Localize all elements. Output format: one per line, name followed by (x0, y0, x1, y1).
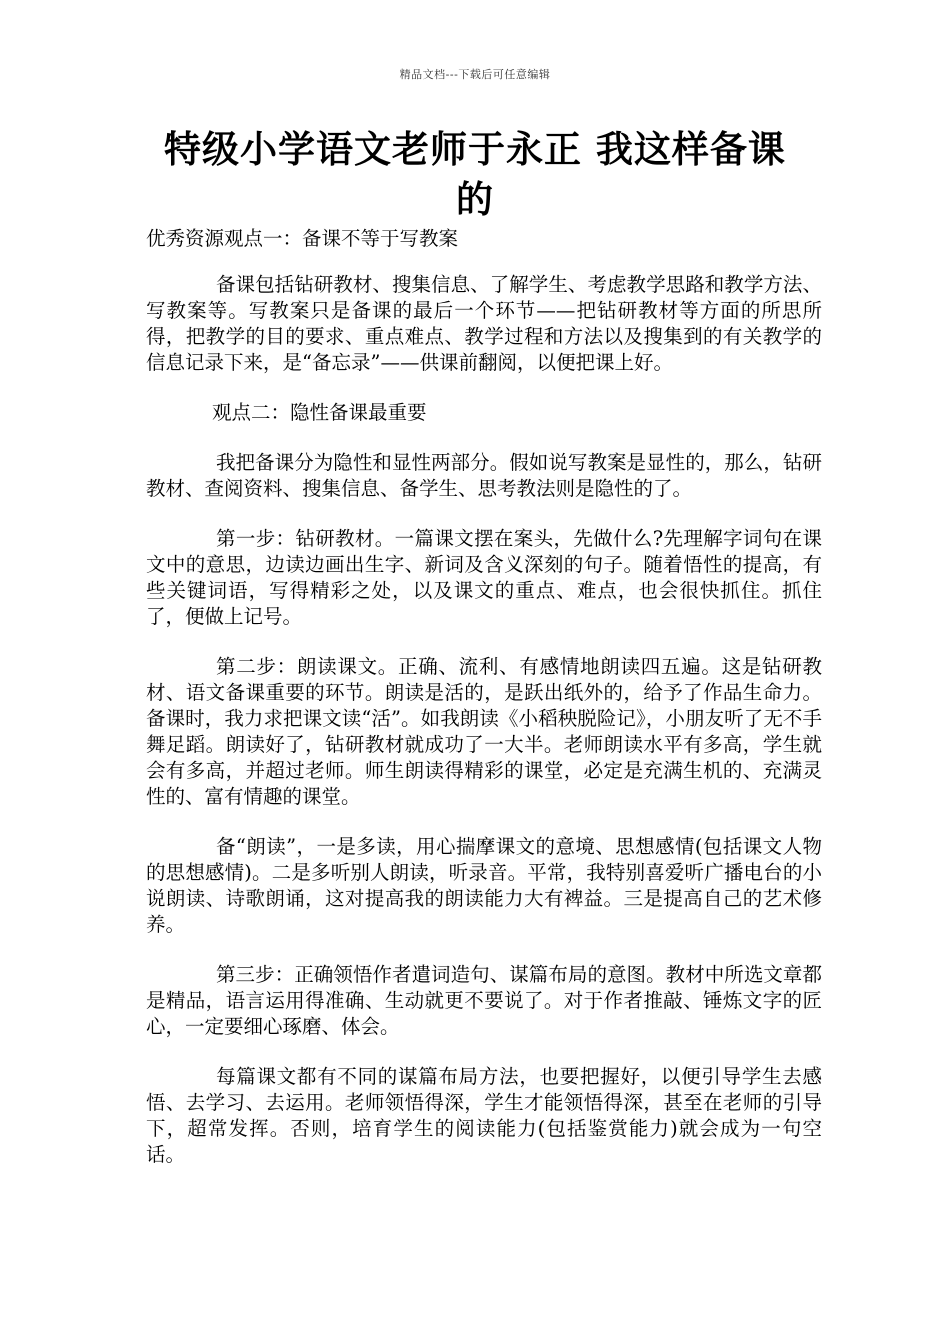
paragraph-2: 我把备课分为隐性和显性两部分。假如说写教案是显性的，那么，钻研教材、查阅资料、搜集信息、备学生、思考教法则是隐性的了。 (146, 451, 822, 500)
paragraph-3: 第一步：钻研教材。一篇课文摆在案头，先做什么?先理解字词句在课文中的意思，边读边画出生字、新词及含义深刻的句子。随着悟性的提高，有些关键词语，写得精彩之处，以及课文的重点、难点，也会很快抓住。抓住了，便做上记号。 (146, 527, 822, 628)
paragraph-7: 每篇课文都有不同的谋篇布局方法，也要把握好，以便引导学生去感悟、去学习、去运用。老师领悟得深，学生才能领悟得深，甚至在老师的引导下，超常发挥。否则，培育学生的阅读能力(包括鉴赏能力)就会成为一句空话。 (146, 1065, 822, 1166)
viewpoint-two-heading: 观点二：隐性备课最重要 (212, 401, 427, 424)
spacer (146, 502, 822, 526)
paragraph-5: 备“朗读”，一是多读，用心揣摩课文的意境、思想感情(包括课文人物的思想感情)。二是多听别人朗读，听录音。平常，我特别喜爱听广播电台的小说朗读、诗歌朗诵，这对提高我的朗读能力大有裨益。三是提高自己的艺术修养。 (146, 835, 822, 936)
spacer (146, 938, 822, 962)
paragraph-6: 第三步：正确领悟作者遣词造句、谋篇布局的意图。教材中所选文章都是精品，语言运用得准确、生动就更不要说了。对于作者推敲、锤炼文字的匠心，一定要细心琢磨、体会。 (146, 963, 822, 1038)
header-note: 精品文档---下载后可任意编辑 (399, 68, 551, 81)
spacer (146, 810, 822, 834)
spacer (146, 1040, 822, 1064)
paragraph-1: 备课包括钻研教材、搜集信息、了解学生、考虑教学思路和教学方法、写教案等。写教案只是备课的最后一个环节——把钻研教材等方面的所思所得，把教学的目的要求、重点难点、教学过程和方法以及搜集到的有关教学的信息记录下来，是“备忘录”——供课前翻阅，以便把课上好。 (146, 273, 822, 374)
page-title: 特级小学语文老师于永正 我这样备课的 (164, 127, 786, 221)
document-body (146, 226, 822, 1168)
spacer (146, 376, 822, 400)
spacer (146, 426, 822, 450)
spacer (146, 630, 822, 654)
paragraph-4: 第二步：朗读课文。正确、流利、有感情地朗读四五遍。这是钻研教材、语文备课重要的环节。朗读是活的，是跃出纸外的，给予了作品生命力。备课时，我力求把课文读“活”。如我朗读《小稻秧脱险记》，小朋友听了无不手舞足蹈。朗读好了，钻研教材就成功了一大半。老师朗读水平有多高，学生就会有多高，并超过老师。师生朗读得精彩的课堂，必定是充满生机的、充满灵性的、富有情趣的课堂。 (146, 655, 822, 808)
spacer (146, 252, 822, 272)
viewpoint-one-heading: 优秀资源观点一：备课不等于写教案 (146, 227, 459, 250)
